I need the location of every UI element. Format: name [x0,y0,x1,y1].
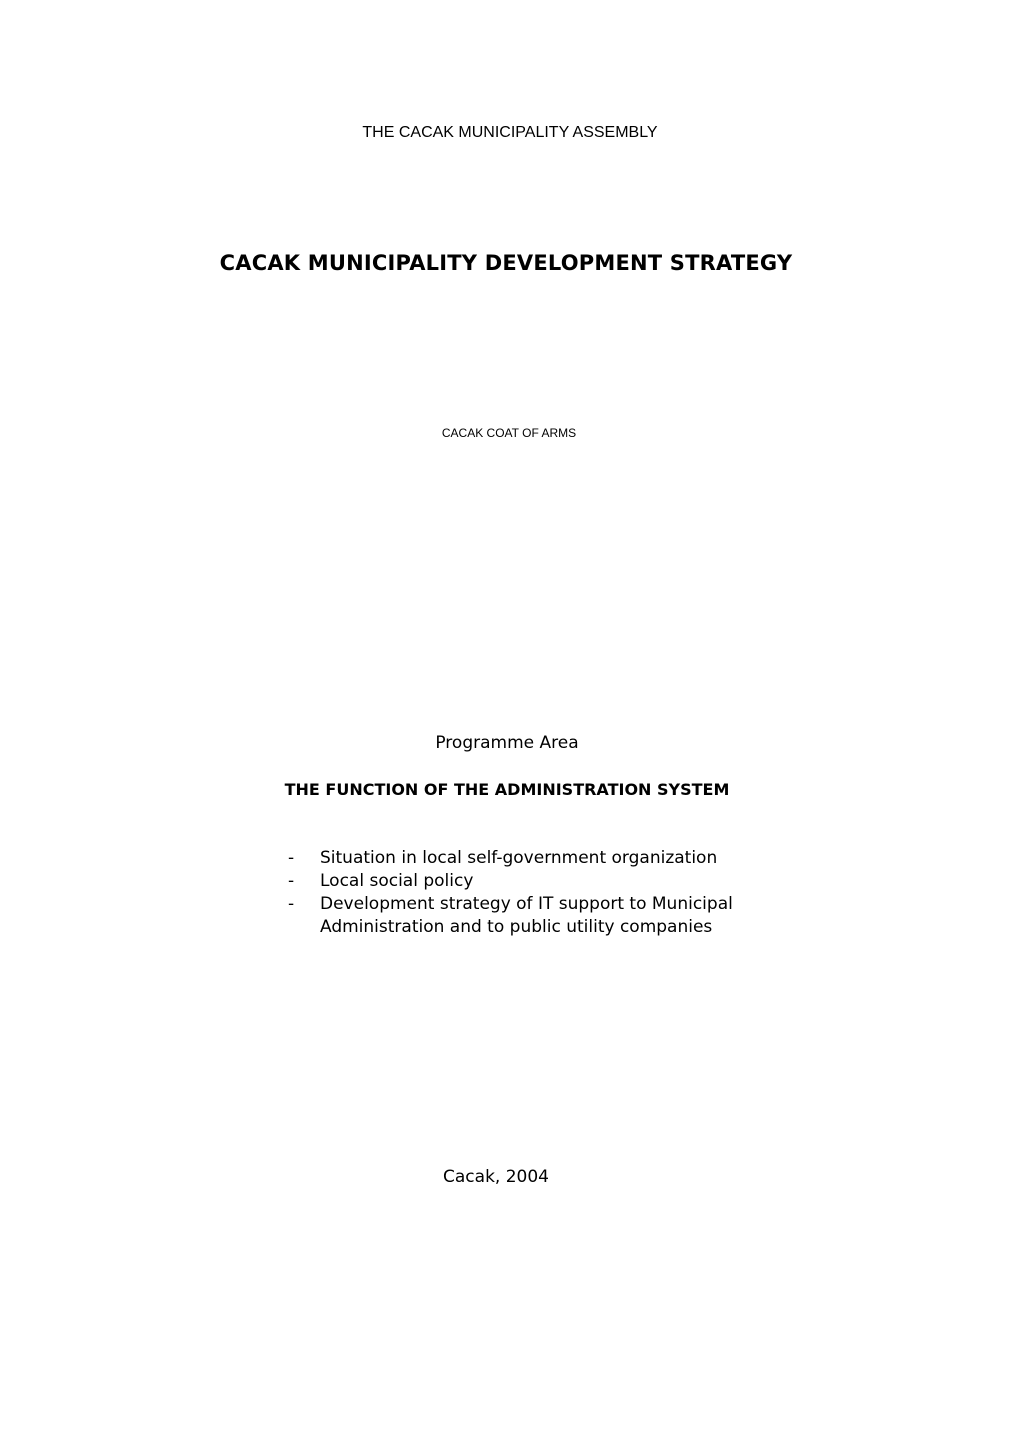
place-and-date: Cacak, 2004 [443,1167,549,1187]
list-item-text: Development strategy of IT support to Municipal Administration and to public utility companies [320,894,733,937]
list-item [288,870,808,893]
list-dash: - [288,871,295,891]
list-item [288,847,808,870]
function-title: THE FUNCTION OF THE ADMINISTRATION SYSTEM [284,780,730,799]
list-item [288,893,808,939]
topic-list [288,847,808,939]
document-title: CACAK MUNICIPALITY DEVELOPMENT STRATEGY [219,251,793,275]
list-dash: - [288,848,295,868]
programme-area-label: Programme Area [435,733,579,753]
list-item-text: Local social policy [320,871,474,891]
list-dash: - [288,894,295,914]
list-item-text: Situation in local self-government organization [320,848,718,868]
assembly-heading: THE CACAK MUNICIPALITY ASSEMBLY [362,124,658,141]
coat-of-arms-label: CACAK COAT OF ARMS [441,426,577,440]
